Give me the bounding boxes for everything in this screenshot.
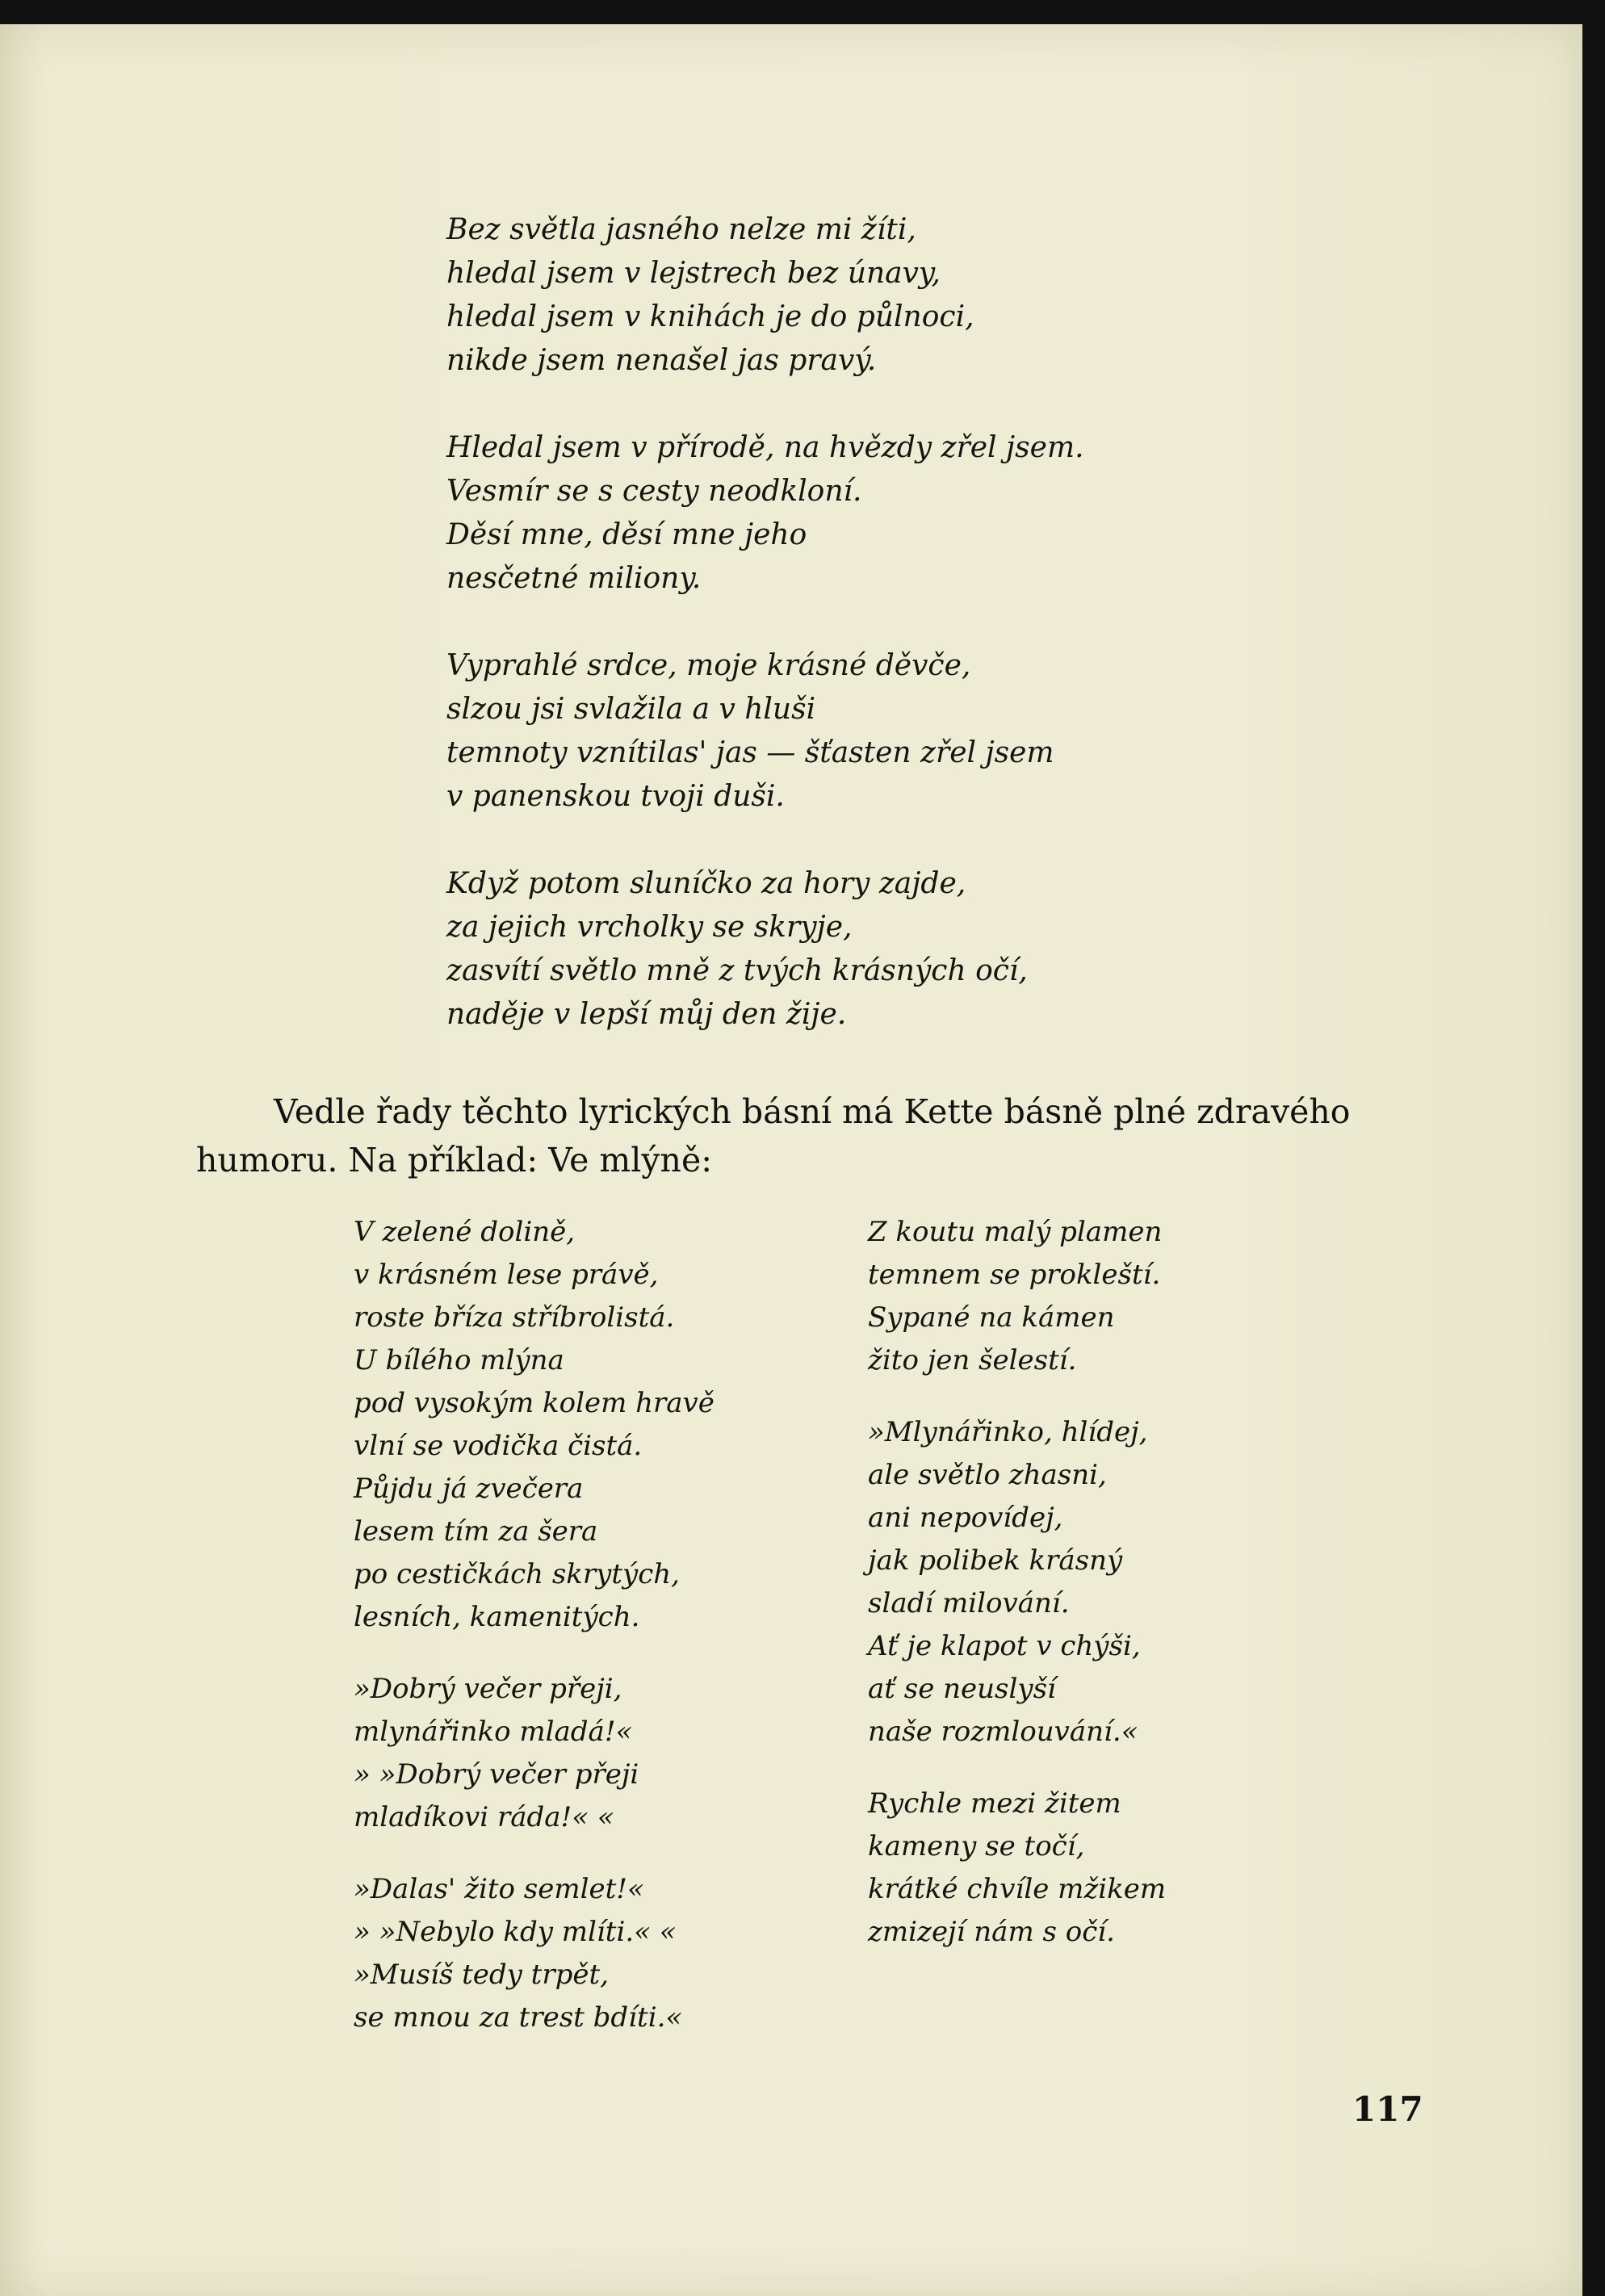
poem-line: Vyprahlé srdce, moje krásné děvče,: [446, 649, 971, 682]
poem-line: v panenskou tvoji duši.: [446, 780, 785, 813]
poem-line: vlní se vodička čistá.: [354, 1430, 643, 1462]
poem-line: nikde jsem nenašel jas pravý.: [446, 344, 877, 377]
poem-line: Bez světla jasného nelze mi žíti,: [446, 213, 916, 246]
prose-line: Vedle řady těchto lyrických básní má Kette básně plné zdravého: [274, 1092, 1351, 1131]
poem-line: v krásném lese právě,: [354, 1259, 659, 1291]
poem-line: krátké chvíle mžikem: [868, 1873, 1167, 1905]
poem-line: Sypané na kámen: [868, 1301, 1115, 1334]
poem-line: ať se neuslyší: [868, 1673, 1056, 1705]
stanza: [868, 1411, 1166, 1753]
poem-line: »Dalas' žito semlet!«: [354, 1873, 644, 1905]
page-number: 117: [1352, 2089, 1423, 2129]
poem-top: [446, 208, 1084, 1080]
stanza: [354, 1211, 714, 1639]
poem-line: temnoty vznítilas' jas — šťasten zřel jsem: [446, 736, 1054, 769]
poem-line: Z koutu malý plamen: [868, 1216, 1163, 1248]
poem-line: zasvítí světlo mně z tvých krásných očí,: [446, 954, 1028, 987]
poem-line: Vesmír se s cesty neodkloní.: [446, 475, 862, 508]
poem-line: V zelené dolině,: [354, 1216, 576, 1248]
poem-line: hledal jsem v knihách je do půlnoci,: [446, 300, 974, 333]
poem-line: lesem tím za šera: [354, 1515, 598, 1548]
poem-line: mladíkovi ráda!« «: [354, 1801, 614, 1833]
poem-line: žito jen šelestí.: [868, 1344, 1077, 1376]
poem-line: po cestičkách skrytých,: [354, 1558, 680, 1590]
poem-line: se mnou za trest bdíti.«: [354, 2001, 683, 2034]
poem-line: »Musíš tedy trpět,: [354, 1959, 609, 1991]
poem-line: lesních, kamenitých.: [354, 1601, 640, 1633]
poem-line: sladí milování.: [868, 1587, 1070, 1619]
poem-line: nesčetné miliony.: [446, 562, 702, 595]
poem-line: Ať je klapot v chýši,: [868, 1630, 1141, 1662]
poem-line: za jejich vrcholky se skryje,: [446, 911, 853, 944]
poem-line: Rychle mezi žitem: [868, 1787, 1121, 1820]
poem-line: Hledal jsem v přírodě, na hvězdy zřel jsem.: [446, 431, 1084, 464]
book-page: [0, 24, 1582, 2296]
poem-line: roste bříza stříbrolistá.: [354, 1301, 675, 1334]
stanza: [868, 1211, 1166, 1382]
poem-column-right: [868, 1211, 1166, 1983]
prose-line: humoru. Na příklad: Ve mlýně:: [196, 1141, 713, 1179]
poem-column-left: [354, 1211, 714, 2068]
poem-line: temnem se prokleští.: [868, 1259, 1161, 1291]
poem-line: ani nepovídej,: [868, 1502, 1063, 1534]
poem-line: hledal jsem v lejstrech bez únavy,: [446, 257, 941, 290]
poem-line: Když potom sluníčko za hory zajde,: [446, 867, 966, 900]
prose-paragraph: [196, 1087, 1407, 1184]
poem-line: zmizejí nám s očí.: [868, 1916, 1115, 1948]
poem-line: Děsí mne, děsí mne jeho: [446, 518, 807, 551]
poem-line: » »Dobrý večer přeji: [354, 1758, 639, 1791]
poem-line: » »Nebylo kdy mlíti.« «: [354, 1916, 677, 1948]
stanza: [446, 644, 1084, 819]
stanza: [446, 208, 1084, 383]
poem-line: pod vysokým kolem hravě: [354, 1387, 714, 1419]
poem-line: naše rozmlouvání.«: [868, 1716, 1138, 1748]
poem-line: naděje v lepší můj den žije.: [446, 998, 847, 1031]
poem-line: U bílého mlýna: [354, 1344, 564, 1376]
poem-line: »Mlynářinko, hlídej,: [868, 1416, 1148, 1448]
stanza: [446, 426, 1084, 601]
stanza: [868, 1783, 1166, 1954]
stanza: [354, 1868, 714, 2039]
poem-line: jak polibek krásný: [868, 1544, 1123, 1577]
poem-line: ale světlo zhasni,: [868, 1459, 1107, 1491]
poem-line: Půjdu já zvečera: [354, 1473, 584, 1505]
stanza: [446, 862, 1084, 1037]
poem-line: kameny se točí,: [868, 1830, 1085, 1862]
stanza: [354, 1668, 714, 1839]
poem-line: »Dobrý večer přeji,: [354, 1673, 622, 1705]
poem-line: mlynářinko mladá!«: [354, 1716, 633, 1748]
poem-line: slzou jsi svlažila a v hluši: [446, 693, 816, 726]
